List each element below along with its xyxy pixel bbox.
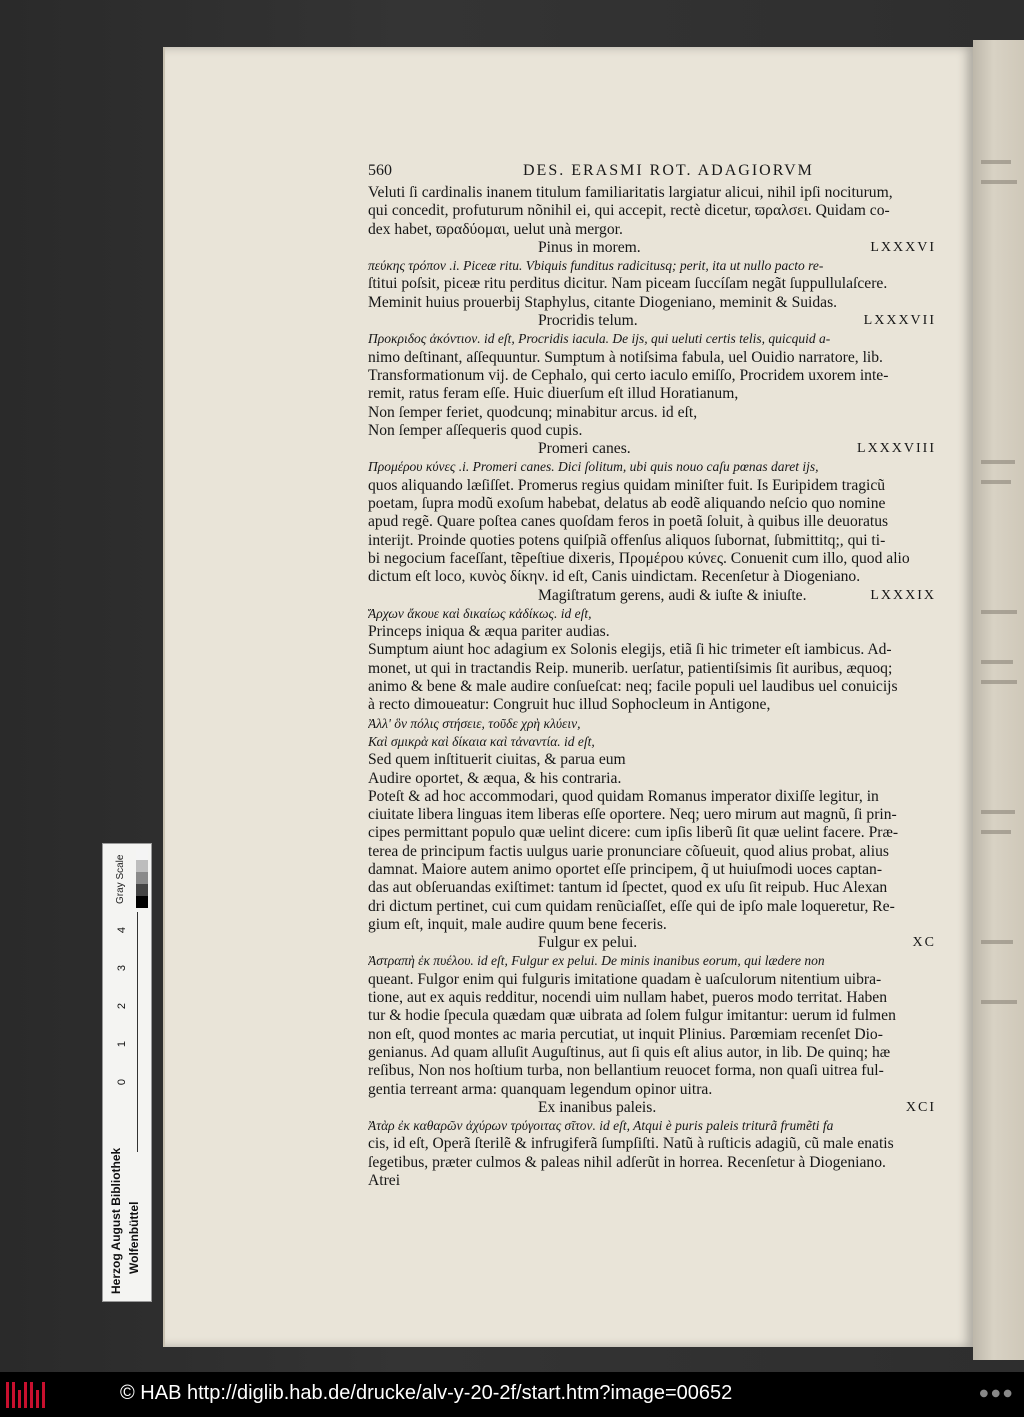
adage-heading	[368, 1099, 940, 1117]
adage-heading	[368, 934, 940, 952]
facing-page-edge	[973, 40, 1024, 1360]
copyright-link[interactable]: © HAB http://diglib.hab.de/drucke/alv-y-20-2f/start.htm?image=00652	[120, 1382, 733, 1404]
text-line: Καὶ σμικρὰ καὶ δίκαια καὶ τἀναντία. id eſt,	[368, 733, 595, 749]
text-line: damnat. Maiore autem animo oportet eſſe principem, q̃ ut huiuſmodi uoces captan-	[368, 860, 883, 878]
text-line: cipes permittant populo quæ uelint dicere: cum ipſis liberũ ſit quæ uelint facere. Præ-	[368, 824, 899, 842]
text-line: tione, aut ex aquis redditur, nocendi uim nullam habet, pueros modo territat. Haben	[368, 989, 888, 1007]
text-line: Ἄρχων ἄκουε καὶ δικαίως κἀδίκως. id eſt,	[368, 605, 592, 621]
text-line: cis, id eſt, Operã ſterilẽ & infrugiferã ſumpſiſti. Natũ à ruſticis adagiũ, cũ male enatis	[368, 1135, 894, 1153]
text-line: dri dictum pertinet, cui cum quidam renũciaſſet, eſſe qui de ipſo male loqueretur, Re-	[368, 897, 895, 915]
library-name: Herzog August Bibliothek	[109, 1147, 123, 1294]
footer-dots-icon: ● ● ●	[979, 1388, 1012, 1399]
text-line: das aut obſeruandas exiſtimet: tantum id ſpectet, quod ex uſu ſit reipub. Huc Alexan	[368, 879, 888, 897]
text-line: Meminit huius prouerbij Staphylus, citante Diogeniano, meminit & Suidas.	[368, 293, 838, 311]
text-line: ciuitate libera linguas item liberas eſſe oportere. Neq; uero mirum aut magnũ, ſi prin-	[368, 806, 897, 824]
adage-number: LXXXVII	[863, 313, 936, 329]
adage-heading	[368, 312, 940, 330]
text-line: bi negocium faceſſant, tẽpeſtiue dixeris, Προμέρου κύνες. Conuenit cum illo, quod alio	[368, 549, 910, 567]
text-line: ſtitui poſsit, piceæ ritu perditus dicitur. Nam piceam ſuccíſam negãt ſuppullulaſcere.	[368, 275, 888, 293]
adage-title: Procridis telum.	[538, 312, 638, 330]
text-line: Ἀτὰρ ἐκ καθαρῶν ἀχύρων τρύγοιτας σῖτον. id eſt, Atqui è puris paleis triturã frumẽti fa	[368, 1118, 834, 1134]
text-line: ſegetibus, præter culmos & paleas nihil adſerũt in horrea. Recenſetur à Diogeniano.	[368, 1153, 886, 1171]
text-line: apud regẽ. Quare poſtea canes quoſdam feros in poetã ſoluit, à quibus ille deuoratus	[368, 513, 889, 531]
gray-scale-ruler	[102, 843, 152, 1302]
text-line: reſibus, Non nos hoſtium turba, non bellantium reuocet forma, non quaſi uitrea ful-	[368, 1062, 884, 1080]
page-number: 560	[368, 162, 392, 179]
adage-heading	[368, 239, 940, 257]
adage-number: XC	[912, 935, 936, 951]
text-line: poetam, ſupra modũ exoſum habebat, delatus ab eodẽ aliquando neſcio quo nomine	[368, 495, 886, 513]
adage-number: XCI	[905, 1099, 936, 1115]
text-line: dictum eſt loco, κυνὸς δίκην. id eſt, Canis uindictam. Recenſetur à Diogeniano.	[368, 568, 861, 586]
adage-heading	[368, 587, 940, 605]
text-line: Sumptum aiunt hoc adagium ex Solonis elegijs, etiã ſi hic trimeter eſt iambicus. Ad-	[368, 641, 892, 659]
ruler-number: 2	[116, 1002, 129, 1010]
text-line: animo & bene & male audire conſueſcat: neq; facile populi uel laudibus uel conuicijs	[368, 678, 898, 696]
text-line: Προκριδος ἀκόντιον. id eſt, Procridis iacula. De ijs, qui ueluti certis telis, quicquid a-	[368, 331, 831, 347]
text-line: Sed quem inſtituerit ciuitas, & parua eum	[368, 751, 626, 769]
text-line: dex habet, ϖραδύομαι, uelut unà mergor.	[368, 220, 623, 238]
text-line: Atrei	[368, 1172, 401, 1190]
text-line: Προμέρου κύνες .i. Promeri canes. Dici ſolitum, ubi quis nouo caſu pœnas daret ijs,	[368, 459, 819, 475]
text-line: monet, ut qui in tractandis Reip. munerib. uerſatur, patientiſsimis ſit auribus, æquoq;	[368, 659, 893, 677]
text-line: à recto dimoueatur: Congruit huc illud Sophocleum in Antigone,	[368, 696, 771, 714]
text-line: gium eſt, inquit, male audire quum bene feceris.	[368, 915, 667, 933]
gray-scale-label: Gray Scale	[115, 854, 126, 904]
footer-bar	[0, 1372, 1024, 1417]
hab-logo-icon	[6, 1382, 46, 1408]
adage-heading	[368, 440, 940, 458]
text-line: gentia terreant arma: quanquam legendum opinor uitra.	[368, 1080, 713, 1098]
text-line: Non ſemper aſſequeris quod cupis.	[368, 421, 583, 439]
text-line: qui concedit, profuturum nõnihil ei, qui accepit, rectè dicetur, ϖραλσει. Quidam co-	[368, 202, 890, 220]
text-line: Princeps iniqua & æqua pariter audias.	[368, 623, 610, 641]
text-line: Ἀστραπὴ ἐκ πυέλου. id eſt, Fulgur ex pelui. De minis inanibus eorum, qui lædere non	[368, 953, 825, 969]
text-line: genianus. Ad quam alluſit Auguſtinus, aut ſi quis eſt alius autor, in lib. De quinq; hæ	[368, 1043, 891, 1061]
adage-title: Fulgur ex pelui.	[538, 934, 638, 952]
page-text	[368, 184, 940, 1190]
text-line: interijt. Proinde quoties potens quiſpiã offenſus aliquos ſubornat, ſubmittitq;, qui ti-	[368, 531, 886, 549]
adage-title: Pinus in morem.	[538, 238, 641, 256]
text-line: remit, ratus feram eſſe. Huic diuerſum eſt illud Horatianum,	[368, 385, 739, 403]
adage-number: LXXXVIII	[857, 441, 936, 457]
gray-scale-swatches	[136, 848, 148, 908]
adage-title: Ex inanibus paleis.	[538, 1098, 657, 1116]
text-line: queant. Fulgor enim qui fulguris imitatione quadam è uaſculorum nitentium uibra-	[368, 970, 882, 988]
adage-title: Magiſtratum gerens, audi & iuſte & iniuſte.	[538, 586, 807, 604]
text-line: πεύκης τρόπον .i. Piceæ ritu. Vbiquis funditus radicitusq; perit, ita ut nullo pacto re-	[368, 258, 824, 274]
ruler-number: 1	[116, 1040, 129, 1048]
text-line: Ἀλλ' ὃν πόλις στήσειε, τοῦδε χρὴ κλύειν,	[368, 715, 581, 731]
text-line: terea de principum factis uulgus uarie pronunciare cõſueuit, quod alius probat, alius	[368, 842, 889, 860]
text-line: Poteſt & ad hoc accommodari, quod quidam Romanus imperator dixiſſe legitur, in	[368, 787, 879, 805]
adage-title: Promeri canes.	[538, 440, 631, 458]
text-line: Audire oportet, & æqua, & his contraria.	[368, 769, 622, 787]
text-line: Veluti ſi cardinalis inanem titulum familiaritatis largiatur alicui, nihil ipſi nociturum,	[368, 184, 893, 201]
ruler-number: 0	[116, 1078, 129, 1086]
ruler-number: 4	[116, 926, 129, 934]
library-city: Wolfenbüttel	[127, 1201, 141, 1274]
adage-number: LXXXVI	[870, 239, 936, 255]
running-title: DES. ERASMI ROT. ADAGIORVM	[523, 162, 814, 179]
text-line: nimo deſtinant, aſſequuntur. Sumptum à notiſsima fabula, uel Ouidio narratore, lib.	[368, 348, 883, 366]
text-line: Non ſemper feriet, quodcunq; minabitur arcus. id eſt,	[368, 403, 698, 421]
adage-number: LXXXIX	[870, 587, 936, 603]
library-label	[107, 1134, 147, 1294]
text-line: quos aliquando læſiſſet. Promerus regius quidam miniſter fuit. Is Euripidem tragicũ	[368, 476, 886, 494]
text-line: non eſt, quod montes ac maria percutiat, ut inquit Plinius. Parœmiam recenſet Dio-	[368, 1025, 883, 1043]
text-line: tur & hodie ſpecula quædam quæ uibrata ad ſolem fulgur imitantur: uerum id fulmen	[368, 1007, 896, 1025]
ruler-number: 3	[116, 964, 129, 972]
text-line: Transformationum vij. de Cephalo, qui certo iaculo emiſſo, Procridem uxorem inte-	[368, 366, 889, 384]
ruler	[137, 912, 148, 1152]
